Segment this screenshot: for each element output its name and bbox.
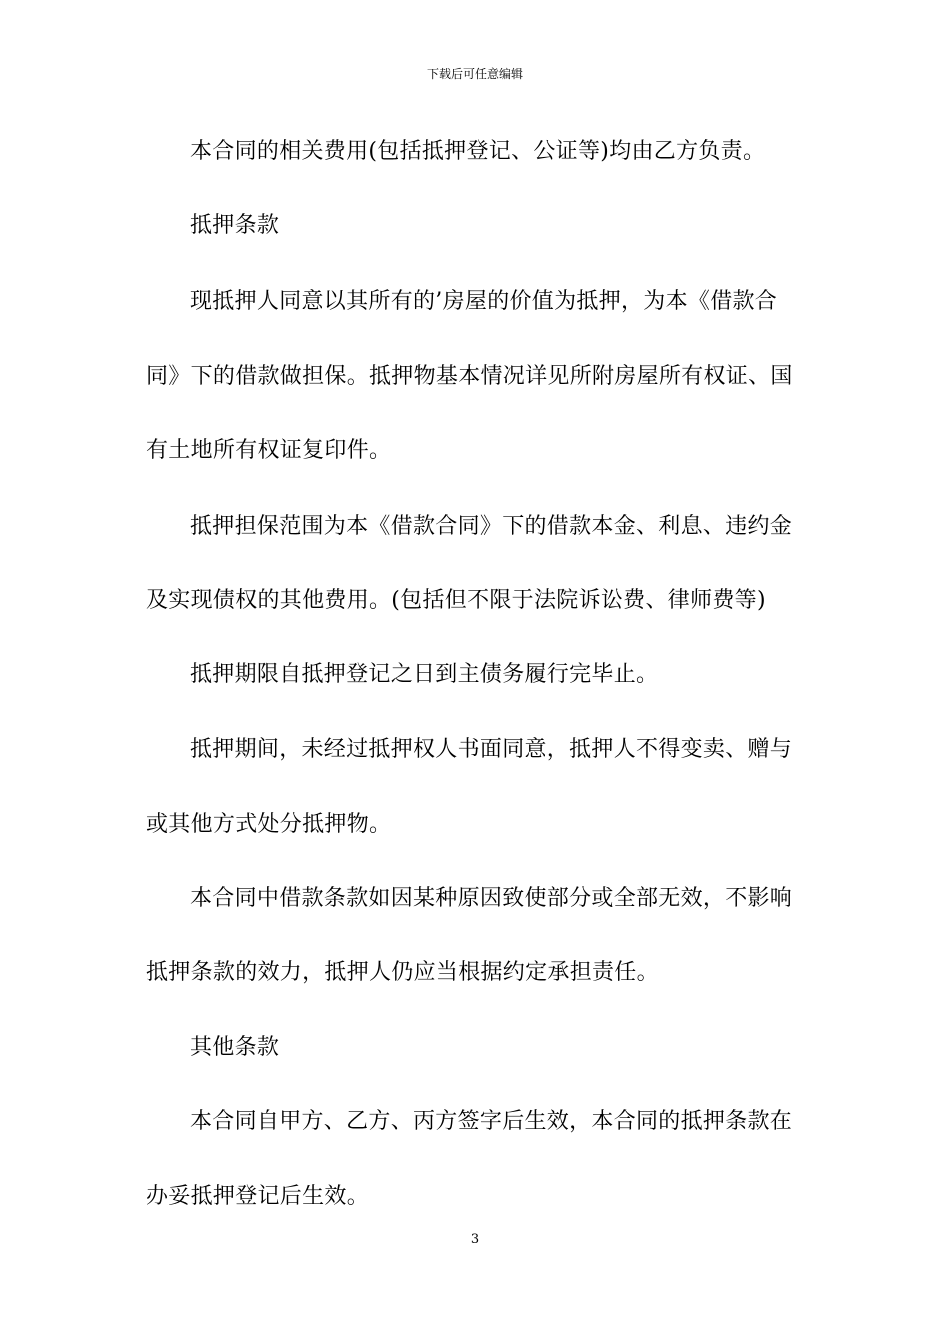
section-heading-mortgage-terms: 抵押条款 [190,213,280,238]
paragraph-mortgage-agreement-line-3: 有土地所有权证复印件。 [146,438,392,463]
paragraph-mortgage-agreement-line-1: 现抵押人同意以其所有的’房屋的价值为抵押，为本《借款合 [190,289,778,314]
page-number: 3 [470,1232,480,1247]
paragraph-guarantee-scope-line-1: 抵押担保范围为本《借款合同》下的借款本金、利息、违约金 [190,514,793,539]
section-heading-other-terms: 其他条款 [190,1035,280,1060]
paragraph-disposal-restriction-line-2: 或其他方式处分抵押物。 [146,812,392,837]
paragraph-disposal-restriction-line-1: 抵押期间，未经过抵押权人书面同意，抵押人不得变卖、赠与 [190,737,793,762]
paragraph-fees: 本合同的相关费用(包括抵押登记、公证等)均由乙方负责。 [190,139,766,164]
paragraph-effectiveness-line-1: 本合同自甲方、乙方、丙方签字后生效，本合同的抵押条款在 [190,1109,793,1134]
paragraph-mortgage-agreement-line-2: 同》下的借款做担保。抵押物基本情况详见所附房屋所有权证、国 [146,364,793,389]
paragraph-severability-line-2: 抵押条款的效力，抵押人仍应当根据约定承担责任。 [146,960,659,985]
paragraph-guarantee-scope-line-2: 及实现债权的其他费用。(包括但不限于法院诉讼费、律师费等) [146,588,766,613]
paragraph-effectiveness-line-2: 办妥抵押登记后生效。 [146,1184,370,1209]
paragraph-severability-line-1: 本合同中借款条款如因某种原因致使部分或全部无效，不影响 [190,886,793,911]
paragraph-mortgage-term: 抵押期限自抵押登记之日到主债务履行完毕止。 [190,662,659,687]
page-header: 下载后可任意编辑 [426,67,523,81]
